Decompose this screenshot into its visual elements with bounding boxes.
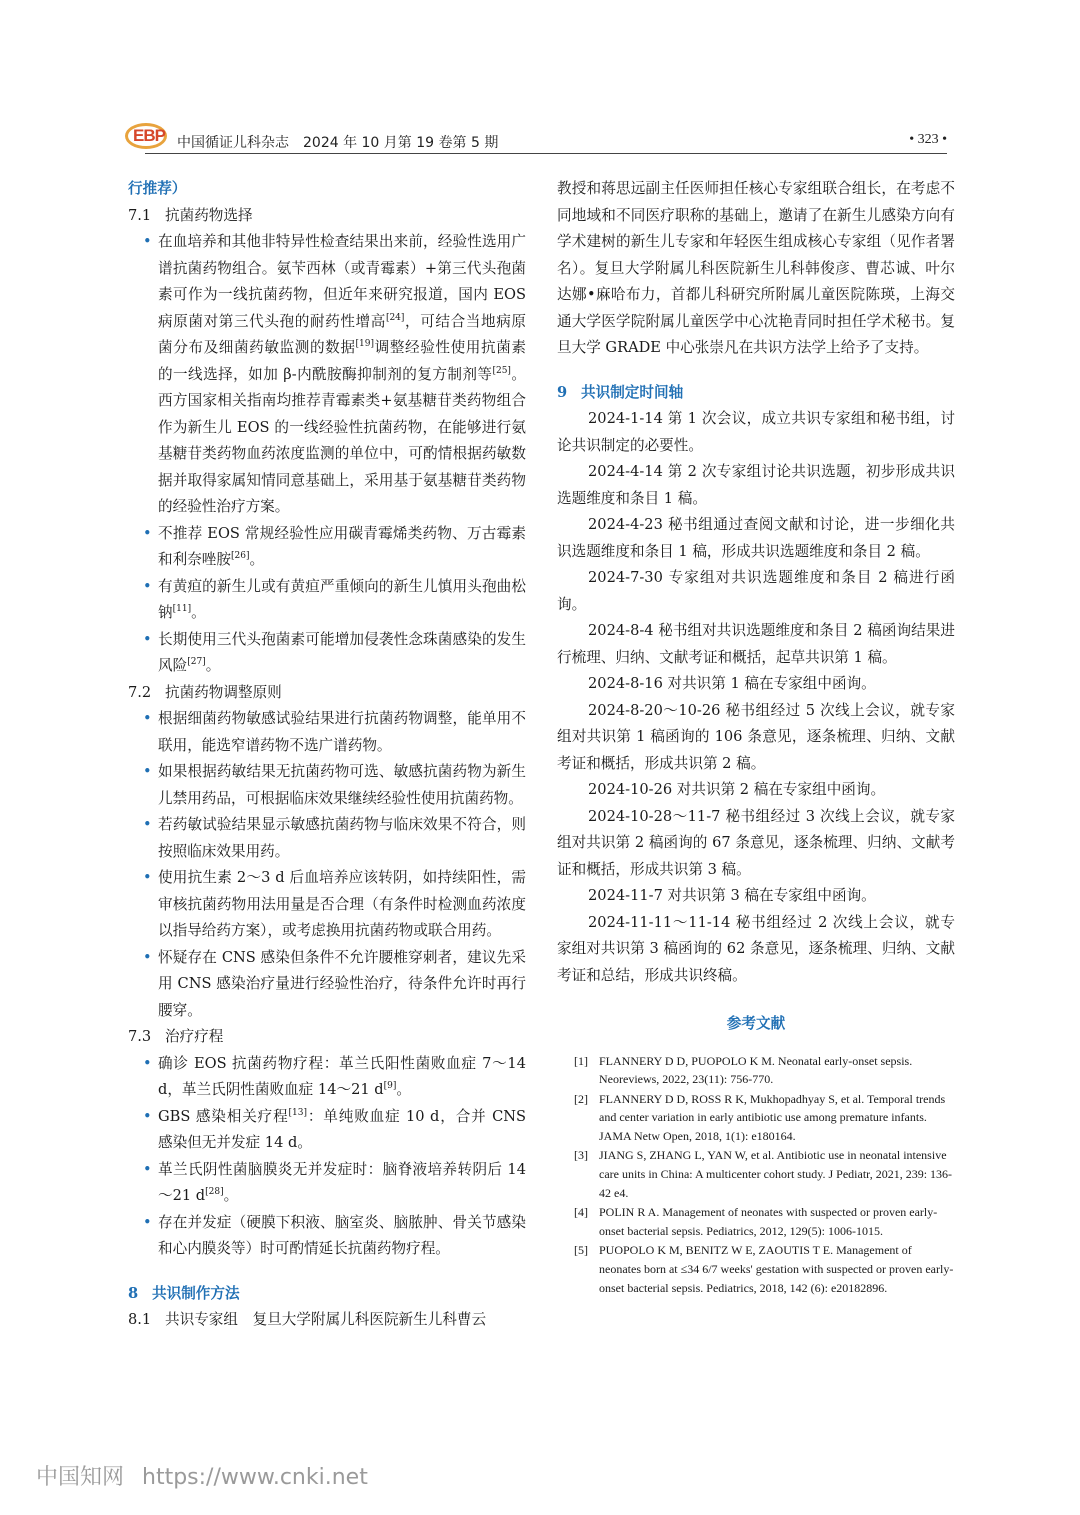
- bullet-item: • 长期使用三代头孢菌素可能增加侵袭性念珠菌感染的发生风险[27]。: [143, 630, 526, 674]
- timeline-item: 2024-8-20～10-26 秘书组经过 5 次线上会议，就专家组对共识第 1 稿函询的 106 条意见，逐条梳理、归纳、文献考证和概括，形成共识第 2 稿。: [557, 701, 955, 772]
- section-8-1-continued: 教授和蒋思远副主任医师担任核心专家组联合组长，在考虑不同地域和不同医疗职称的基础上，邀请了在新生儿感染方向有学术建树的新生儿专家和年轻医生组成核心专家组（见作者署名）。复旦大学附属儿科医院新生儿科韩俊彦、曹芯诚、叶尔达娜•麻哈布力，首都儿科研究所附属儿童医院陈瑛，上海交通大学医学院附属儿童医学中心沈艳青同时担任学术秘书。复旦大学 GRADE 中心张崇凡在共识方法学上给予了支持。: [557, 180, 955, 356]
- reference-item: [4] POLIN R A. Management of neonates with suspected or proven early-onset bacterial sepsis. Pediatrics, 2012, 129(5): 1006-1015.: [574, 1205, 938, 1238]
- bullet-item: • 如果根据药敏结果无抗菌药物可选、敏感抗菌药物为新生儿禁用药品，可根据临床效果继续经验性使用抗菌药物。: [143, 763, 526, 807]
- reference-item: [1] FLANNERY D D, PUOPOLO K M. Neonatal early-onset sepsis. Neoreviews, 2022, 23(11): 756-770.: [574, 1053, 913, 1087]
- citation[interactable]: [28]: [205, 1187, 224, 1197]
- header-rule: [145, 153, 947, 154]
- right-column: [557, 176, 955, 1298]
- bullet-item: • 使用抗生素 2～3 d 后血培养应该转阴，如持续阳性，需审核抗菌药物用法用量是否合理（有条件时检测血药浓度以指导给药方案），或考虑换用抗菌药物或联合用药。: [143, 869, 526, 939]
- bullet-item: • 根据细菌药物敏感试验结果进行抗菌药物调整，能单用不联用，能选窄谱药物不选广谱药物。: [143, 710, 526, 754]
- timeline-item: 2024-10-26 对共识第 2 稿在专家组中函询。: [588, 781, 886, 798]
- timeline-item: 2024-11-7 对共识第 3 稿在专家组中函询。: [588, 887, 876, 904]
- section-8-heading: 8 共识制作方法: [128, 1284, 240, 1302]
- citation[interactable]: [11]: [172, 604, 192, 614]
- timeline-item: 2024-8-4 秘书组对共识选题维度和条目 2 稿函询结果进行梳理、归纳、文献考证和概括，起草共识第 1 稿。: [557, 622, 955, 666]
- reference-list: [557, 1052, 955, 1298]
- bullet-item: • 怀疑存在 CNS 感染但条件不允许腰椎穿刺者，建议先采用 CNS 感染治疗量进行经验性治疗，待条件允许时再行腰穿。: [143, 948, 526, 1019]
- reference-item: [3] JIANG S, ZHANG L, YAN W, et al. Antibiotic use in neonatal intensive care units in China: A multicenter cohort study. J Pediatr, 2021, 239: 136-42 e4.: [574, 1148, 953, 1200]
- page-number: • 323 •: [909, 132, 947, 147]
- cnki-watermark: [36, 1460, 368, 1491]
- watermark-url[interactable]: https://www.cnki.net: [142, 1465, 368, 1490]
- timeline-item: 2024-4-23 秘书组通过查阅文献和讨论，进一步细化共识选题维度和条目 1 稿，形成共识选题维度和条目 2 稿。: [557, 516, 955, 560]
- timeline-item: 2024-4-14 第 2 次专家组讨论共识选题，初步形成共识选题维度和条目 1 稿。: [557, 463, 955, 507]
- bullet-item: • 存在并发症（硬膜下积液、脑室炎、脑脓肿、骨关节感染和心内膜炎等）时可酌情延长抗菌药物疗程。: [143, 1213, 526, 1257]
- citation[interactable]: [13]: [288, 1107, 308, 1118]
- intro-tail: 行推荐）: [128, 180, 187, 197]
- timeline-item: 2024-7-30 专家组对共识选题维度和条目 2 稿进行函询。: [557, 569, 955, 613]
- section-8-1-heading: 8.1 共识专家组 复旦大学附属儿科医院新生儿科曹云: [128, 1311, 487, 1328]
- timeline-item: 2024-8-16 对共识第 1 稿在专家组中函询。: [588, 675, 876, 692]
- section-7-2-heading: 7.2 抗菌药物调整原则: [128, 683, 282, 701]
- journal-title: 中国循证儿科杂志 2024 年 10 月第 19 卷第 5 期: [177, 135, 499, 151]
- timeline-item: 2024-11-11～11-14 秘书组经过 2 次线上会议，就专家组对共识第 3 稿函询的 62 条意见，逐条梳理、归纳、文献考证和总结，形成共识终稿。: [557, 913, 955, 984]
- reference-item: [5] PUOPOLO K M, BENITZ W E, ZAOUTIS T E. Management of neonates born at ≤34 6/7 weeks' gestation with suspected or proven early-onset bacterial sepsis. Pediatrics, 2018, 142 (6): e20182896.: [574, 1243, 954, 1295]
- left-column: [128, 176, 526, 1334]
- citation[interactable]: [19]: [355, 339, 375, 349]
- bullet-item: • 有黄疸的新生儿或有黄疸严重倾向的新生儿慎用头孢曲松钠[11]。: [143, 577, 526, 621]
- timeline-item: 2024-1-14 第 1 次会议，成立共识专家组和秘书组，讨论共识制定的必要性。: [557, 410, 955, 454]
- section-9-heading: 9 共识制定时间轴: [557, 383, 684, 401]
- bullet-item: • GBS 感染相关疗程[13]：单纯败血症 10 d，合并 CNS 感染但无并发症 14 d。: [143, 1107, 526, 1151]
- journal-logo: [125, 122, 171, 152]
- citation[interactable]: [27]: [187, 657, 206, 667]
- bullet-item: • 在血培养和其他非特异性检查结果出来前，经验性选用广谱抗菌药物组合。氨苄西林（或青霉素）+第三代头孢菌素可作为一线抗菌药物，但近年来研究报道，国内 EOS 病原菌对第三代头孢的耐药性增高[24]，可结合当地病原菌分布及细菌药敏监测的数据[19]调整经验性使用抗菌素的一线选择，如加 β-内酰胺酶抑制剂的复方制剂等[25]。西方国家相关指南均推荐青霉素类+氨基糖苷类药物组合作为新生儿 EOS 的一线经验性抗菌药物，在能够进行氨基糖苷类药物血药浓度监测的单位中，可酌情根据药敏数据并取得家属知情同意基础上，采用基于氨基糖苷类药物的经验性治疗方案。: [143, 233, 526, 515]
- page-header: [125, 122, 947, 156]
- section-7-1-heading: 7.1 抗菌药物选择: [128, 206, 253, 224]
- bullet-item: • 不推荐 EOS 常规经验性应用碳青霉烯类药物、万古霉素和利奈唑胺[26]。: [143, 524, 526, 568]
- citation[interactable]: [9]: [383, 1081, 397, 1091]
- bullet-item: • 若药敏试验结果显示敏感抗菌药物与临床效果不符合，则按照临床效果用药。: [143, 816, 526, 860]
- citation[interactable]: [26]: [230, 551, 250, 561]
- section-7-3-heading: 7.3 治疗疗程: [128, 1028, 224, 1045]
- citation[interactable]: [25]: [492, 365, 511, 376]
- citation[interactable]: [24]: [385, 312, 405, 323]
- watermark-brand: 中国知网: [36, 1465, 125, 1490]
- logo-text: EBP: [133, 126, 165, 145]
- bullet-item: • 革兰氏阴性菌脑膜炎无并发症时：脑脊液培养转阴后 14～21 d[28]。: [143, 1160, 526, 1204]
- reference-item: [2] FLANNERY D D, ROSS R K, Mukhopadhyay S, et al. Temporal trends and center variation in early antibiotic use among premature infants. JAMA Netw Open, 2018, 1(1): e180164.: [574, 1091, 946, 1143]
- references-heading: 参考文献: [726, 1015, 786, 1032]
- timeline-list: [557, 406, 955, 989]
- timeline-item: 2024-10-28～11-7 秘书组经过 3 次线上会议，就专家组对共识第 2 稿函询的 67 条意见，逐条梳理、归纳、文献考证和概括，形成共识第 3 稿。: [557, 807, 955, 878]
- bullet-item: • 确诊 EOS 抗菌药物疗程：革兰氏阳性菌败血症 7～14 d，革兰氏阴性菌败血症 14～21 d[9]。: [143, 1054, 526, 1098]
